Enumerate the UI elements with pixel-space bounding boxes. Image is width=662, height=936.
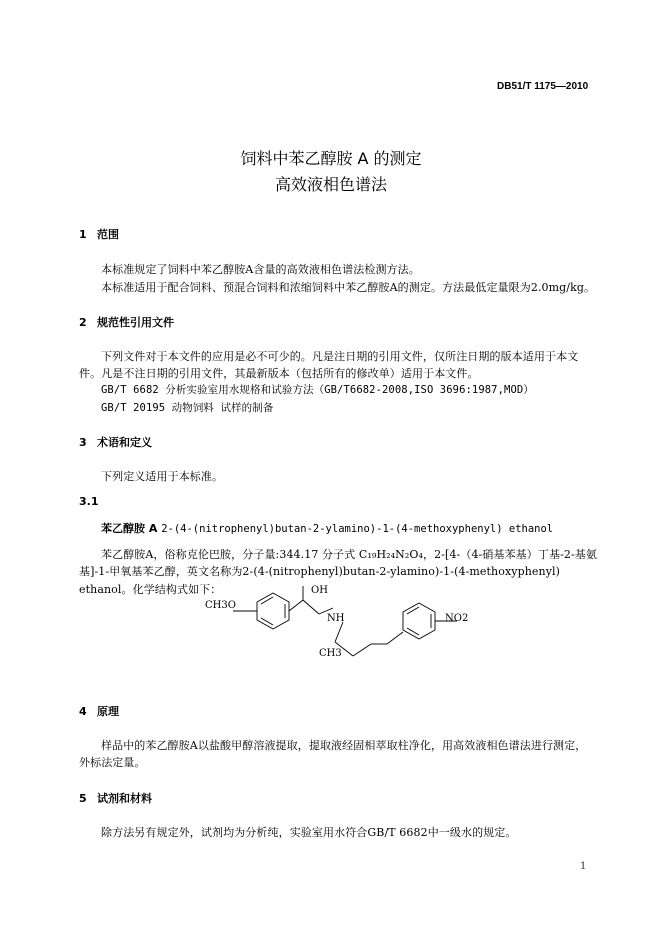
standard-number: DB51/T 1175—2010 [497, 81, 589, 92]
section-5-heading [79, 790, 152, 806]
reference-gbt-6682: GB/T 6682 分析实验室用水规格和试验方法（GB/T6682-2008,ISO 3696:1987,MOD） [101, 384, 534, 396]
chemical-structure-diagram [195, 578, 495, 670]
left-benzene-ring [257, 593, 289, 629]
section-2-paragraph-line-2: 件。凡是不注日期的引用文件，其最新版本（包括所有的修改单）适用于本文件。 [79, 367, 479, 380]
section-4-heading [79, 703, 119, 719]
section-2-title: 规范性引用文件 [97, 316, 174, 329]
reference-gbt-20195: GB/T 20195 动物饲料 试样的制备 [101, 402, 274, 414]
section-3-title: 术语和定义 [97, 436, 152, 449]
section-1-number: 1 [79, 228, 87, 241]
section-2-heading [79, 314, 174, 330]
section-1-title: 范围 [97, 228, 119, 241]
right-benzene-ring [403, 603, 435, 639]
section-3-number: 3 [79, 436, 87, 449]
oh-group-label: OH [311, 585, 328, 596]
section-1-heading [79, 226, 119, 242]
term-heading [101, 520, 553, 536]
definition-line-2: 基]-1-甲氧基苯乙醇，英文名称为2-(4-(nitrophenyl)butan-2-ylamino)-1-(4-methoxyphenyl) [79, 565, 561, 578]
section-1-paragraph-1: 本标准规定了饲料中苯乙醇胺A含量的高效液相色谱法检测方法。 [101, 263, 420, 276]
methoxy-group-label: CH3O [205, 600, 236, 611]
term-english: 2-(4-(nitrophenyl)butan-2-ylamino)-1-(4-methoxyphenyl) ethanol [161, 523, 554, 535]
section-1-paragraph-2: 本标准适用于配合饲料、预混合饲料和浓缩饲料中苯乙醇胺A的测定。方法最低定量限为2.0mg/kg。 [101, 281, 596, 294]
document-title: 饲料中苯乙醇胺 A 的测定 [240, 149, 422, 168]
section-4-paragraph-line-1: 样品中的苯乙醇胺A以盐酸甲醇溶液提取，提取液经固相萃取柱净化，用高效液相色谱法进行测定， [101, 739, 587, 752]
section-3-paragraph: 下列定义适用于本标准。 [101, 470, 224, 483]
nitro-group-label: NO2 [445, 613, 469, 624]
section-4-number: 4 [79, 705, 87, 718]
definition-line-3: ethanol。化学结构式如下： [79, 583, 222, 596]
page-number: 1 [580, 861, 587, 872]
document-subtitle: 高效液相色谱法 [274, 175, 387, 194]
section-5-paragraph: 除方法另有规定外，试剂均为分析纯，实验室用水符合GB/T 6682中一级水的规定。 [101, 826, 517, 839]
section-3-heading [79, 434, 152, 450]
methyl-group-label: CH3 [319, 648, 342, 659]
section-5-number: 5 [79, 792, 87, 805]
subsection-3-1-number: 3.1 [79, 495, 99, 508]
section-2-number: 2 [79, 316, 87, 329]
section-4-paragraph-line-2: 外标法定量。 [79, 756, 146, 769]
section-5-title: 试剂和材料 [97, 792, 152, 805]
term-chinese: 苯乙醇胺 A [101, 522, 158, 535]
definition-line-1: 苯乙醇胺A，俗称克伦巴胺，分子量:344.17 分子式 C₁₉H₂₄N₂O₄，2-[4-（4-硝基苯基）丁基-2-基氨 [101, 548, 598, 561]
section-4-title: 原理 [97, 705, 119, 718]
amine-group-label: NH [327, 613, 345, 624]
section-2-paragraph-line-1: 下列文件对于本文件的应用是必不可少的。凡是注日期的引用文件，仅所注日期的版本适用于本文 [101, 350, 579, 363]
